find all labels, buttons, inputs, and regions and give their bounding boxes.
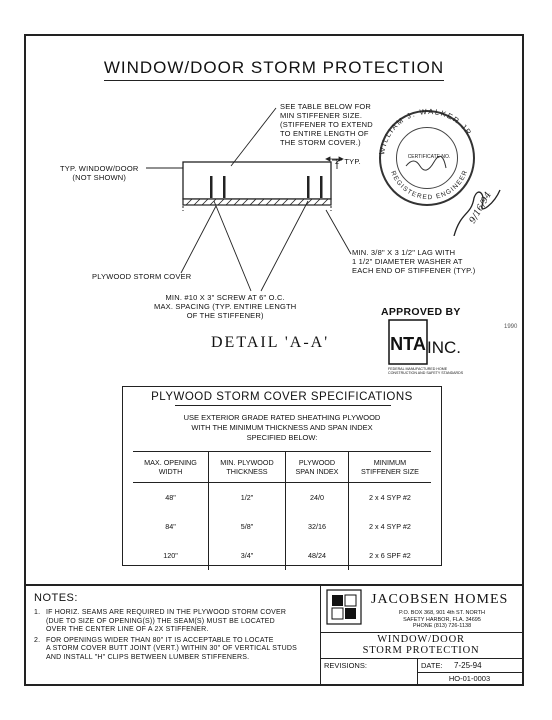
approved-by-label: APPROVED BY [381,306,461,318]
spec-title: PLYWOOD STORM COVER SPECIFICATIONS [151,391,413,403]
company-name: JACOBSEN HOMES [371,592,509,607]
drawing-number: HO-01-0003 [448,674,491,683]
callout-plywood-cover: PLYWOOD STORM COVER [92,272,192,281]
table-row [133,512,431,541]
margin-mark: 1990 [504,324,518,330]
callout-lag: MIN. 3/8" X 3 1/2" LAG WITH 1 1/2" DIAMETER WASHER AT EACH END OF STIFFENER (TYP.) [352,248,476,275]
date-value: 7-25-94 [454,661,482,670]
svg-text:REGISTERED ENGINEER [389,169,469,202]
header-stiffener-size: MINIMUM STIFFENER SIZE [348,452,431,483]
cell: 2 x 4 SYP #2 [369,493,411,502]
spec-table [133,451,431,570]
table-row [133,541,431,570]
title-block-divider [320,632,522,633]
header-plywood-thickness: MIN. PLYWOOD THICKNESS [208,452,285,483]
cell: 5/8" [208,512,285,541]
spec-header-row [133,452,431,483]
callout-see-table: SEE TABLE BELOW FOR MIN STIFFENER SIZE. (STIFFENER TO EXTEND TO ENTIRE LENGTH OF THE STORM COVER.) [280,102,373,147]
cell: 48" [133,483,208,513]
header-opening-width: MAX. OPENING WIDTH [133,452,208,483]
screws [210,176,323,198]
cell: 3/4" [208,541,285,570]
nta-small-print: FEDERAL MANUFACTURED HOME CONSTRUCTION AND SAFETY STANDARDS [388,367,464,375]
date-label: DATE: [421,661,443,670]
cell: 1/2" [208,483,285,513]
spec-box [122,386,442,566]
spec-intro: USE EXTERIOR GRADE RATED SHEATHING PLYWOOD WITH THE MINIMUM THICKNESS AND SPAN INDEX SPECIFIED BELOW: [183,413,381,442]
seal-lettering [376,106,516,236]
cell: 32/16 [286,512,349,541]
seal-bottom-text: REGISTERED ENGINEER [389,168,470,202]
svg-text:WILLIAM J. WALKER JR. [377,107,476,155]
nta-logo [388,319,428,365]
cell: 2 x 4 SYP #2 [369,522,411,531]
callout-2in-typ: 2" TYP. [335,157,361,166]
callout-typ-window: TYP. WINDOW/DOOR (NOT SHOWN) [60,164,139,182]
seal-inner-text: CERTIFICATE NO. [407,154,451,160]
note-item: 2. FOR OPENINGS WIDER THAN 80" IT IS ACCEPTABLE TO LOCATE A STORM COVER BUTT JOINT (VERT.) WITHIN 30" OF VERTICAL STUDS AND INSTALL "H" CLIPS BETWEEN LUMBER STIFFENERS. [34,636,298,661]
nta-letters: NTA [390,334,426,354]
drawing-sheet [24,34,524,686]
nta-inc-label: INC. [427,338,461,357]
cell: 24/0 [286,483,349,513]
drawing-title: WINDOW/DOOR STORM PROTECTION [103,58,445,77]
signature-date: 9/16/94 [467,190,494,226]
company-address: P.O. BOX 368, 901 4th ST. NORTH SAFETY HARBOR, FLA. 34695 PHONE (813) 726-1138 [398,610,485,629]
cell: 48/24 [286,541,349,570]
note-item: 1. IF HORIZ. SEAMS ARE REQUIRED IN THE PLYWOOD STORM COVER (DUE TO SIZE OF OPENING(S)) THE SEAM(S) MUST BE LOCATED OVER THE CENTER LINE OF A 2X STIFFENER. [34,609,287,634]
title-block-divider [320,658,522,659]
table-row [133,483,431,513]
spec-title-underline [175,405,391,406]
cell: 84" [133,512,208,541]
header-span-index: PLYWOOD SPAN INDEX [286,452,349,483]
callout-screw: MIN. #10 X 3" SCREW AT 6" O.C. MAX. SPACING (TYP. ENTIRE LENGTH OF THE STIFFENER) [154,293,297,320]
cell: 120" [133,541,208,570]
notes-heading: NOTES: [34,592,78,604]
title-block-divider [417,672,522,673]
cell: 2 x 6 SPF #2 [369,551,411,560]
detail-label: DETAIL 'A-A' [211,334,330,351]
revisions-label: REVISIONS: [324,661,367,670]
company-logo [326,589,362,625]
notes-list [34,609,318,663]
seal-ring-text: WILLIAM J. WALKER JR. [377,106,476,156]
title-block-drawing-title: WINDOW/DOOR STORM PROTECTION [362,634,480,656]
